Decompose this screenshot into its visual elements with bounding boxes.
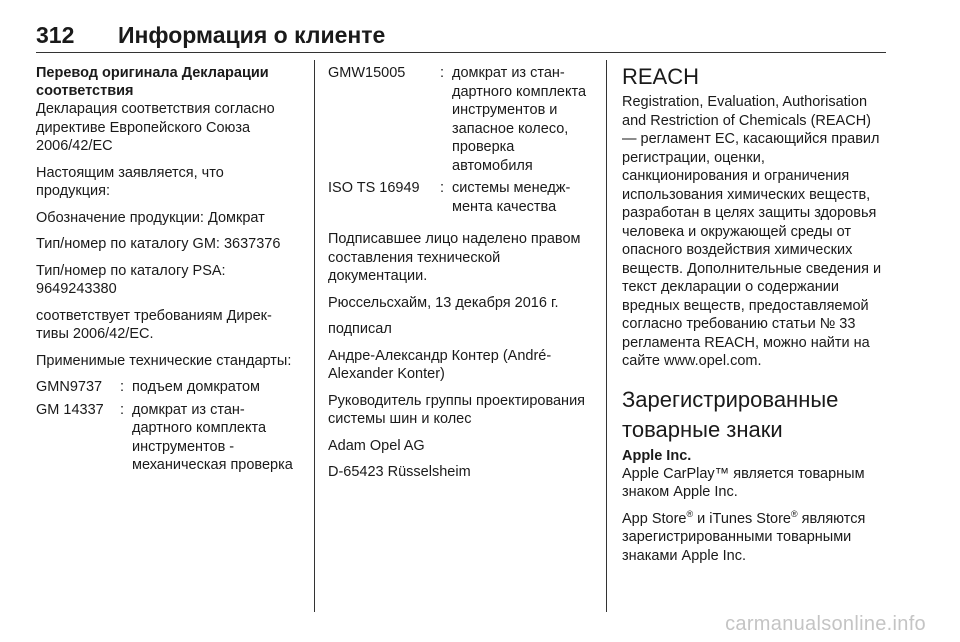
registered-mark: ® [686,508,694,519]
page-number: 312 [36,22,75,48]
carplay-trademark: Apple CarPlay™ является товарным знаком Apple Inc. [622,465,865,500]
standard-separator: : [120,401,125,418]
trademarks-heading: Зарегистрированные товарные знаки [622,386,839,442]
signatory-position: Руководитель группы проектирования системы шин и колес [328,392,586,427]
psa-catalog-number: Тип/номер по каталогу PSA: 9649243380 [36,262,226,297]
standard-description: системы менеджмента качества [452,180,571,215]
standards-intro: Применимые технические стандарты: [36,352,292,369]
column-divider-1 [314,60,315,612]
directive-compliance: соответствует требованиям Директивы 2006/42/EC. [36,307,272,342]
standard-description: подъем домкратом [132,379,261,395]
standard-code: ISO TS 16949 [328,180,420,196]
apple-subheading: Apple Inc. [622,447,692,464]
standard-separator: : [440,65,445,81]
signed-label: подписал [328,321,392,337]
place-date: Рюссельсхайм, 13 декабря 2016 г. [328,294,559,311]
standard-code: GMN9737 [36,379,103,395]
page-title: Информация о клиенте [118,22,386,48]
column-signatory [328,64,592,490]
standard-code: GMW15005 [328,65,406,81]
standard-row [36,401,298,475]
authorized-person-text: Подписавшее лицо наделено правом составления технической документации. [328,231,581,284]
standard-code: GM 14337 [36,401,104,418]
standard-description: домкрат из стандартного комплекта инструментов - механическая проверка [132,401,293,473]
header-divider [36,52,886,53]
company-address: D-65423 Rüsselsheim [328,464,471,480]
standard-description: домкрат из стандартного комплекта инструментов и запасное колесо, проверка автомобиля [452,65,587,174]
standard-row [36,378,298,397]
company-name: Adam Opel AG [328,437,425,454]
registered-mark: ® [790,508,798,519]
declaration-directive-text: Декларация соответствия согласно директиве Европейского Союза 2006/42/EC [36,101,275,154]
gm-catalog-number: Тип/номер по каталогу GM: 3637376 [36,236,281,252]
declaration-heading: Перевод оригинала Декларации соответствия [36,65,269,99]
product-designation: Обозначение продукции: Домкрат [36,209,265,226]
column-divider-2 [606,60,607,612]
standard-row [328,64,592,175]
column-declaration [36,64,298,479]
standard-separator: : [440,180,445,196]
signatory-name: Андре-Александр Контер (André-Alexander Konter) [328,347,552,382]
standard-row [328,179,592,216]
appstore-trademark: App Store® и iTunes Store® являются зарегистрированными товарными знаками Apple Inc. [622,508,866,564]
reach-description: Registration, Evaluation, Authorisation and Restriction of Chemicals (REACH) — регламент ЕС, касающийся правил регистрации, оценки, санкционирования и ограничения использования химических веществ, разработан в целях защиты здоровья человека и окружающей среды от опасного воздействия химических веществ. Дополнительные сведения и текст декларации о содержании вредных веществ, предоставляемой согласно требованию статьи № 33 регламента REACH, можно найти на сайте www.opel.com. [622,94,882,369]
page-header [36,22,886,54]
column-reach-trademarks [622,64,888,573]
declaration-statement: Настоящим заявляется, что продукция: [36,164,224,199]
watermark: carmanualsonline.info [725,613,926,635]
reach-heading: REACH [622,64,700,89]
standard-separator: : [120,379,125,395]
